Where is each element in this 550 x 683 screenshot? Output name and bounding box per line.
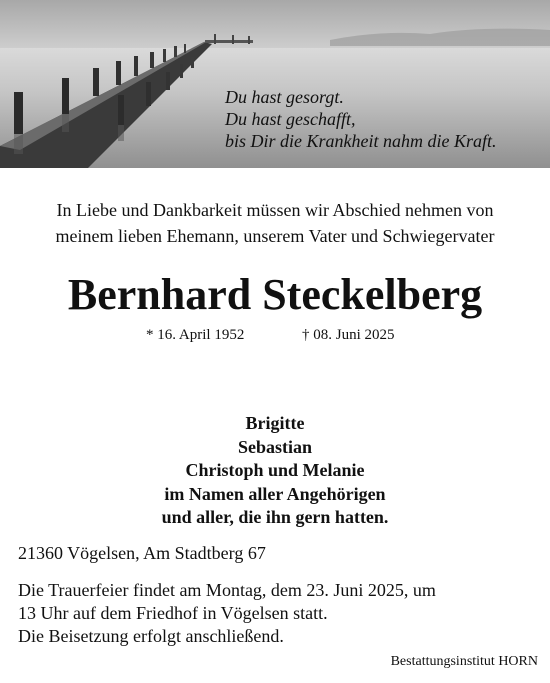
poem (225, 86, 545, 152)
poem-line: bis Dir die Krankheit nahm die Kraft. (225, 131, 497, 151)
poem-line: Du hast geschafft, (225, 109, 356, 129)
family-line: Brigitte (245, 413, 305, 433)
intro-text (0, 197, 550, 249)
service-line: 13 Uhr auf dem Friedhof in Vögelsen statt. (18, 603, 328, 623)
poem-line: Du hast gesorgt. (225, 87, 344, 107)
address: 21360 Vögelsen, Am Stadtberg 67 (18, 543, 266, 563)
service-line: Die Trauerfeier findet am Montag, dem 23. Juni 2025, um (18, 580, 436, 600)
intro-line: In Liebe und Dankbarkeit müssen wir Abschied nehmen von (56, 200, 494, 220)
family-signatures (0, 412, 550, 530)
service-info (18, 579, 436, 648)
family-line: Sebastian (237, 436, 313, 457)
family-line: im Namen aller Angehörigen (164, 483, 386, 504)
birth-date: * 16. April 1952 (146, 327, 245, 343)
intro-line: meinem lieben Ehemann, unserem Vater und Schwiegervater (55, 226, 495, 246)
undertaker: Bestattungsinstitut HORN (390, 654, 538, 669)
service-line: Die Beisetzung erfolgt anschließend. (18, 626, 284, 646)
deceased-name: Bernhard Steckelberg (67, 270, 483, 319)
family-line: Christoph und Melanie (185, 460, 365, 480)
family-line: und aller, die ihn gern hatten. (161, 507, 389, 527)
death-date: † 08. Juni 2025 (302, 327, 395, 343)
jetty-photo (0, 0, 550, 168)
